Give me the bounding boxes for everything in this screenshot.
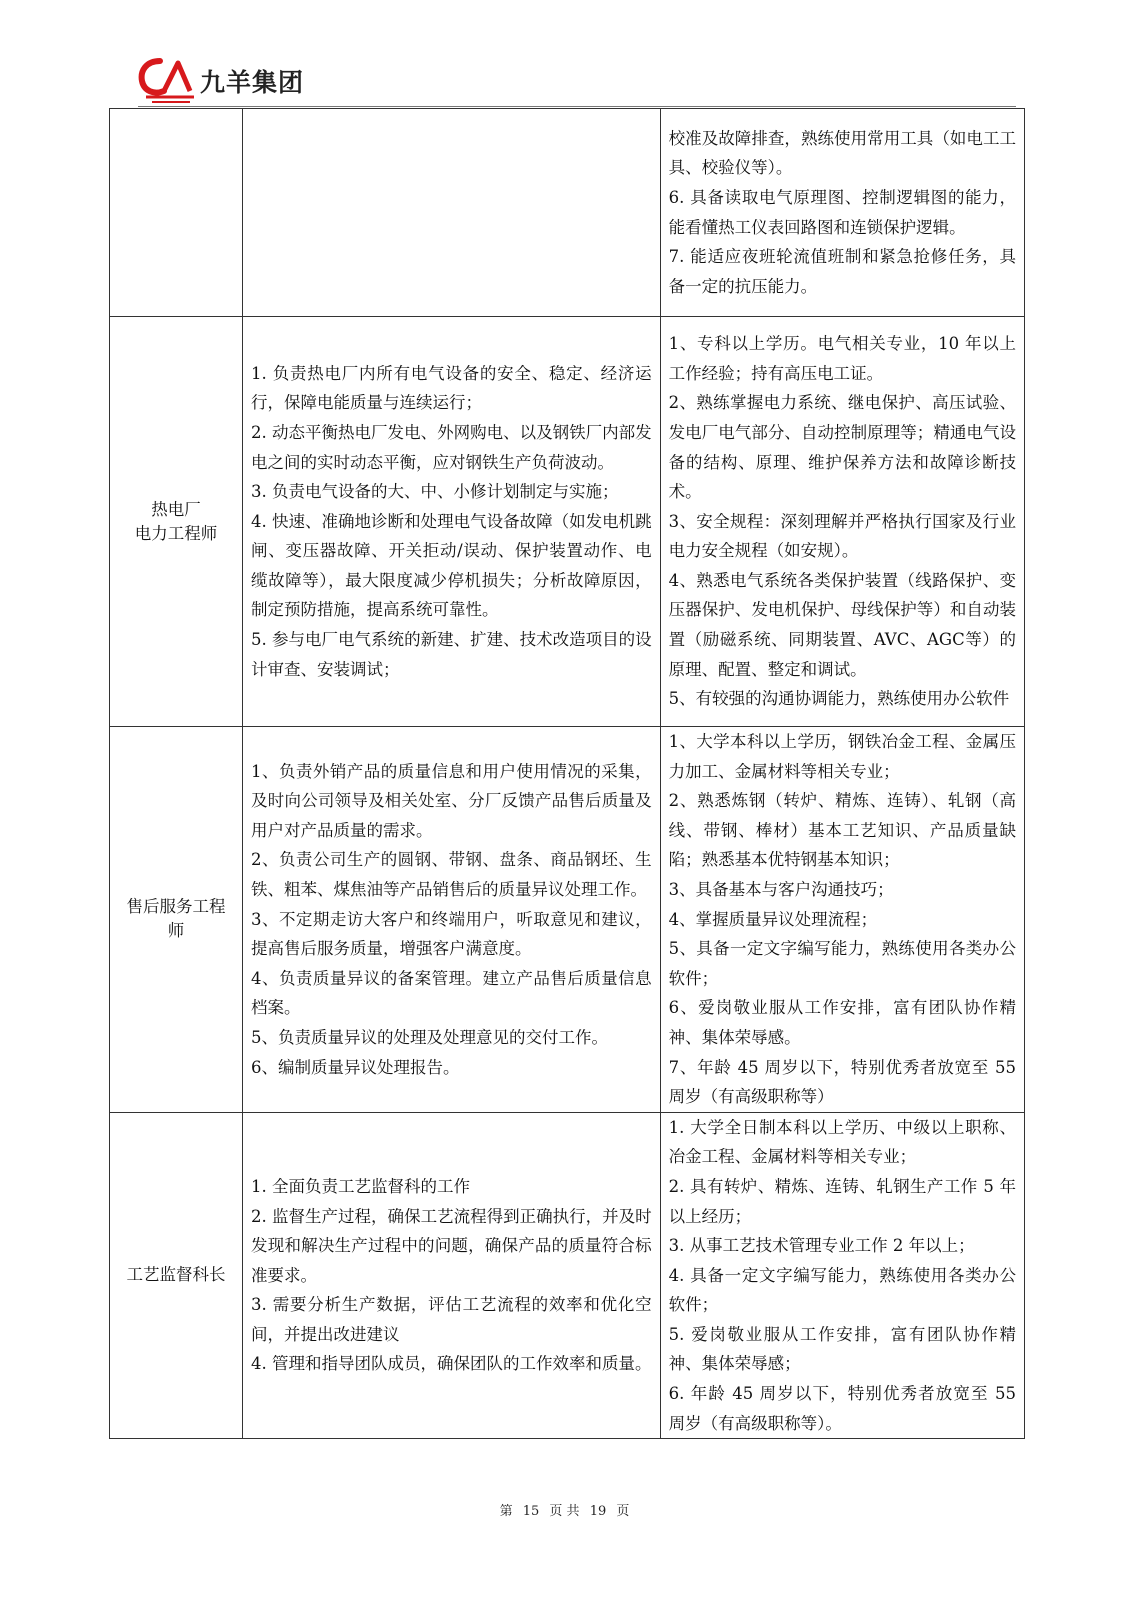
duties-cell (243, 1112, 661, 1439)
duty-item: 1. 全面负责工艺监督科的工作 (251, 1176, 471, 1196)
duty-item: 4、负责质量异议的备案管理。建立产品售后质量信息档案。 (251, 968, 652, 1018)
requirement-item: 4、熟悉电气系统各类保护装置（线路保护、变压器保护、发电机保护、母线保护等）和自动装置（励磁系统、同期装置、AVC、AGC等）的原理、配置、整定和调试。 (668, 570, 1016, 679)
duty-item: 4. 快速、准确地诊断和处理电气设备故障（如发电机跳闸、变压器故障、开关拒动/误动、保护装置动作、电缆故障等），最大限度减少停机损失；分析故障原因，制定预防措施，提高系统可靠性。 (251, 511, 652, 620)
requirement-item: 3、具备基本与客户沟通技巧； (668, 879, 894, 899)
position-title-line: 工艺监督科长 (126, 1265, 226, 1285)
duty-item: 4. 管理和指导团队成员，确保团队的工作效率和质量。 (251, 1354, 652, 1374)
duty-item: 1、负责外销产品的质量信息和用户使用情况的采集，及时向公司领导及相关处室、分厂反馈产品售后质量及用户对产品质量的需求。 (251, 761, 652, 840)
duties-cell (243, 317, 661, 727)
position-title-line: 热电厂 (151, 499, 201, 519)
position-title-line: 售后服务工程 (126, 897, 226, 917)
table-row (110, 109, 1025, 317)
requirement-item: 2、熟练掌握电力系统、继电保护、高压试验、发电厂电气部分、自动控制原理等；精通电气设备的结构、原理、维护保养方法和故障诊断技术。 (668, 393, 1016, 502)
page-footer (0, 1500, 1129, 1519)
requirement-item: 校准及故障排查，熟练使用常用工具（如电工工具、校验仪等）。 (668, 128, 1016, 178)
duty-item: 5. 参与电厂电气系统的新建、扩建、技术改造项目的设计审查、安装调试； (251, 630, 652, 679)
requirement-item: 6. 年龄 45 周岁以下，特别优秀者放宽至 55 周岁（有高级职称等）。 (668, 1384, 1016, 1433)
page-header (138, 55, 348, 107)
requirement-item: 2、熟悉炼钢（转炉、精炼、连铸）、轧钢（高线、带钢、棒材）基本工艺知识、产品质量缺陷；熟悉基本优特钢基本知识； (668, 791, 1016, 870)
position-title-line: 电力工程师 (134, 523, 218, 543)
requirement-item: 2. 具有转炉、精炼、连铸、轧钢生产工作 5 年以上经历； (668, 1176, 1016, 1226)
table-row (110, 727, 1025, 1113)
requirements-cell (660, 727, 1024, 1113)
requirement-item: 1、专科以上学历。电气相关专业，10 年以上工作经验；持有高压电工证。 (668, 334, 1016, 383)
table-row (110, 317, 1025, 727)
duty-item: 2. 监督生产过程，确保工艺流程得到正确执行，并及时发现和解决生产过程中的问题，确保产品的质量符合标准要求。 (251, 1206, 652, 1285)
requirement-item: 4. 具备一定文字编写能力，熟练使用各类办公软件； (668, 1265, 1016, 1315)
requirements-cell (660, 109, 1024, 317)
duty-item: 2. 动态平衡热电厂发电、外网购电、以及钢铁厂内部发电之间的实时动态平衡，应对钢铁生产负荷波动。 (251, 422, 652, 472)
requirement-item: 6. 具备读取电气原理图、控制逻辑图的能力，能看懂热工仪表回路图和连锁保护逻辑。 (668, 187, 1016, 237)
requirement-item: 5、有较强的沟通协调能力，熟练使用办公软件 (668, 689, 1010, 709)
table-row (110, 1112, 1025, 1439)
job-requirements-table (109, 108, 1025, 1439)
total-pages-number: 19 (589, 1504, 607, 1519)
requirement-item: 4、掌握质量异议处理流程； (668, 909, 878, 929)
duty-item: 5、负责质量异议的处理及处理意见的交付工作。 (251, 1027, 609, 1047)
requirement-item: 3、安全规程：深刻理解并严格执行国家及行业电力安全规程（如安规）。 (668, 511, 1016, 561)
requirement-item: 1. 大学全日制本科以上学历、中级以上职称、冶金工程、金属材料等相关专业； (668, 1117, 1016, 1167)
duty-item: 2、负责公司生产的圆钢、带钢、盘条、商品钢坯、生铁、粗苯、煤焦油等产品销售后的质量异议处理工作。 (251, 850, 652, 899)
duties-cell (243, 727, 661, 1113)
position-title-line: 师 (167, 921, 185, 941)
requirement-item: 6、爱岗敬业服从工作安排，富有团队协作精神、集体荣辱感。 (668, 998, 1016, 1047)
duty-item: 3. 需要分析生产数据，评估工艺流程的效率和优化空间，并提出改进建议 (251, 1295, 652, 1344)
duty-item: 1. 负责热电厂内所有电气设备的安全、稳定、经济运行，保障电能质量与连续运行； (251, 363, 652, 413)
duty-item: 3、不定期走访大客户和终端用户，听取意见和建议，提高售后服务质量，增强客户满意度。 (251, 909, 652, 959)
page-label-mid: 页 共 (549, 1504, 580, 1519)
requirement-item: 5、具备一定文字编写能力，熟练使用各类办公软件； (668, 939, 1016, 988)
requirement-item: 7. 能适应夜班轮流值班制和紧急抢修任务，具备一定的抗压能力。 (668, 247, 1016, 296)
requirements-cell (660, 317, 1024, 727)
position-title-cell (110, 109, 243, 317)
page-label-suffix: 页 (616, 1504, 630, 1519)
position-title-cell (110, 317, 243, 727)
header-divider (138, 106, 1016, 107)
position-title-cell (110, 727, 243, 1113)
duties-cell (243, 109, 661, 317)
page-label-prefix: 第 (499, 1504, 513, 1519)
duty-item: 3. 负责电气设备的大、中、小修计划制定与实施； (251, 482, 619, 502)
requirement-item: 1、大学本科以上学历，钢铁冶金工程、金属压力加工、金属材料等相关专业； (668, 732, 1016, 781)
company-logo-icon (138, 55, 198, 105)
company-name: 九羊集团 (200, 68, 305, 97)
duty-item: 6、编制质量异议处理报告。 (251, 1057, 460, 1077)
current-page-number: 15 (522, 1504, 540, 1519)
requirement-item: 3. 从事工艺技术管理专业工作 2 年以上； (668, 1236, 975, 1256)
requirement-item: 7、年龄 45 周岁以下，特别优秀者放宽至 55 周岁（有高级职称等） (668, 1057, 1016, 1107)
requirement-item: 5. 爱岗敬业服从工作安排，富有团队协作精神、集体荣辱感； (668, 1324, 1016, 1374)
requirements-cell (660, 1112, 1024, 1439)
position-title-cell (110, 1112, 243, 1439)
